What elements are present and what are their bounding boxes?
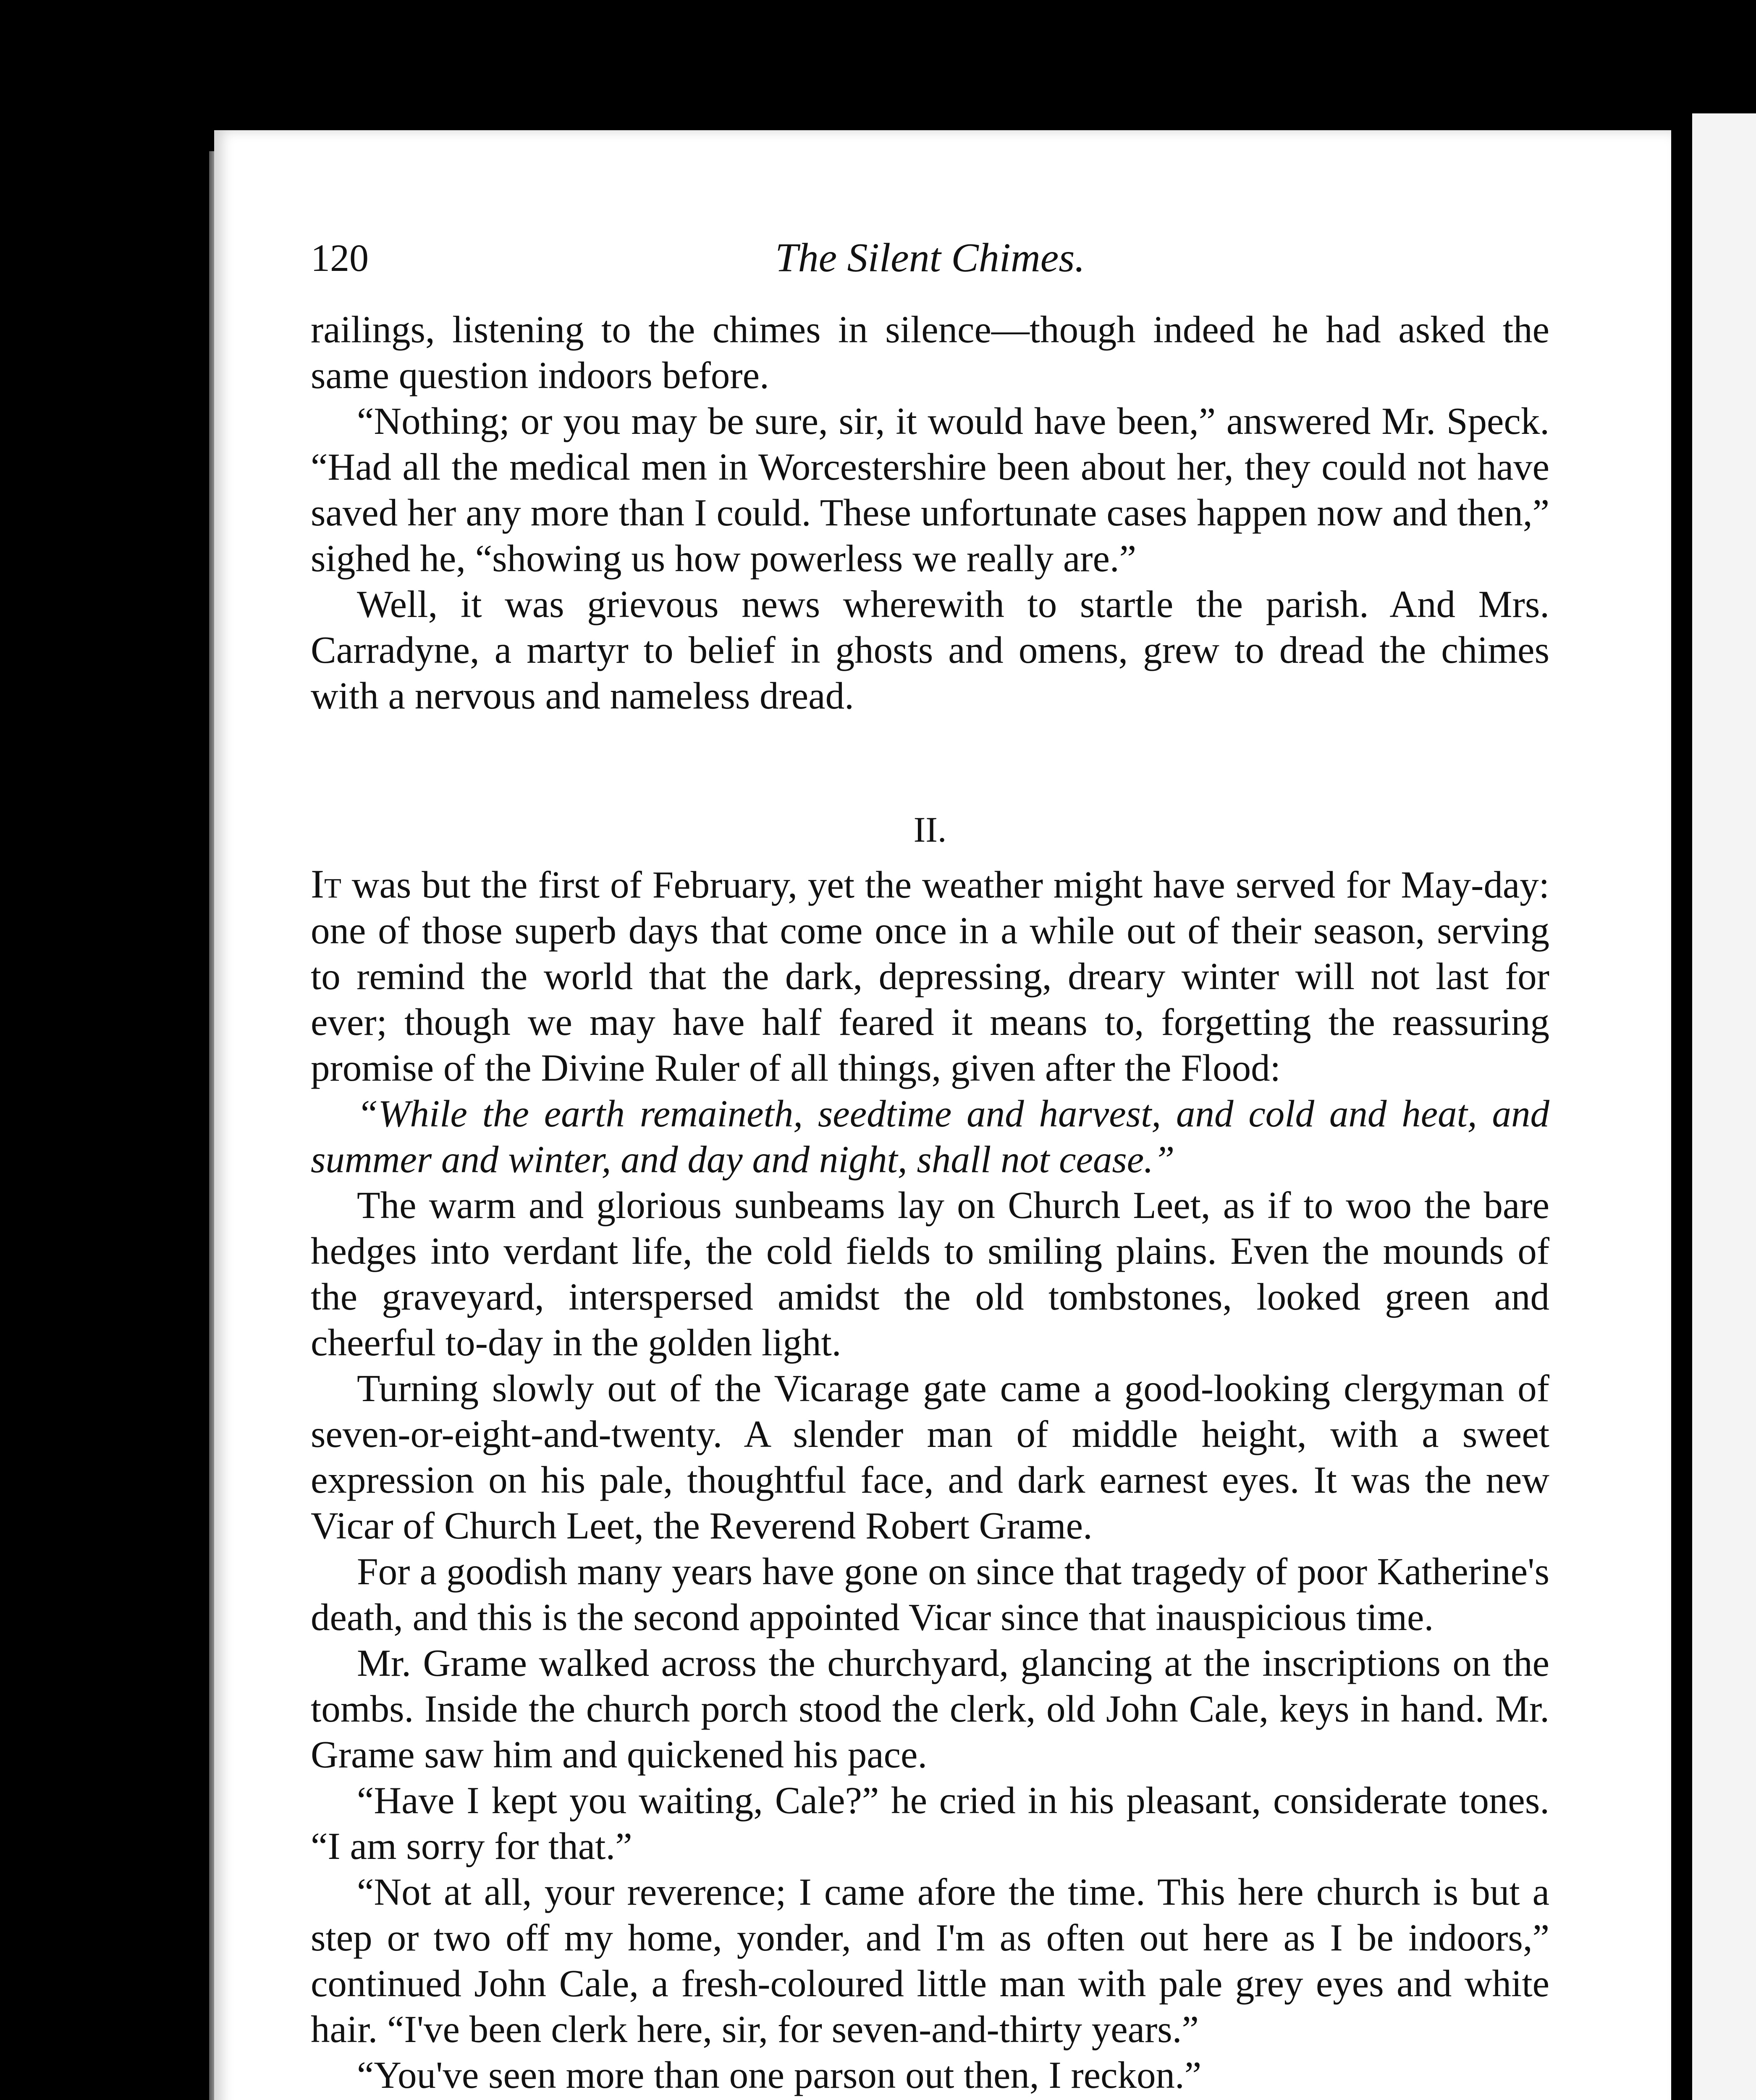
paragraph: For a goodish many years have gone on since that tragedy of poor Katherine's death, and this is the second appointed Vicar since that inauspicious time. [311, 1550, 1549, 1638]
paragraph [311, 2098, 1549, 2100]
paragraph: The warm and glorious sunbeams lay on Church Leet, as if to woo the bare hedges into verdant life, the cold fields to smiling plains. Even the mounds of the graveyard, interspersed amidst the old tombstones, looked green and cheerful to-day in the golden light. [311, 1184, 1549, 1364]
paragraph: “Nothing; or you may be sure, sir, it would have been,” answered Mr. Speck. “Had all the medical men in Worcestershire been about her, they could not have saved her any more than I could. These unfortunate cases happen now and then,” sighed he, “showing us how powerless we really are.” [311, 400, 1549, 580]
paragraph: railings, listening to the chimes in silence—though indeed he had asked the same question indoors before. [311, 308, 1549, 396]
opening-text: was but the first of February, yet the weather might have served for May-day: one of those superb days that come once in a while out of their season, serving to remind the world that the dark, depressing, dreary winter will not last for ever; though we may have half feared it means to, forgetting the reassuring promise of the Divine Ruler of all things, given after the Flood: [311, 864, 1549, 1089]
paragraph: Well, it was grievous news wherewith to startle the parish. And Mrs. Carradyne, a martyr to belief in ghosts and omens, grew to dread the chimes with a nervous and nameless dread. [311, 583, 1549, 717]
facing-page-edge [1692, 113, 1756, 2100]
running-head [311, 227, 1549, 290]
page-text [311, 227, 1549, 2100]
paragraph: “You've seen more than one parson out then, I reckon.” [357, 2054, 1202, 2096]
scripture-quote: “While the earth remaineth, seedtime and harvest, and cold and heat, and summer and winter, and day and night, shall not cease.” [311, 1092, 1549, 1181]
section-gap [311, 719, 1549, 807]
book-title: The Silent Chimes. [775, 235, 1085, 281]
paragraph: Turning slowly out of the Vicarage gate came a good-looking clergyman of seven-or-eight-and-twenty. A slender man of middle height, with a sweet expression on his pale, thoughtful face, and dark earnest eyes. It was the new Vicar of Church Leet, the Reverend Robert Grame. [311, 1367, 1549, 1547]
paragraph: Mr. Grame walked across the churchyard, glancing at the inscriptions on the tombs. Inside the church porch stood the clerk, old John Cale, keys in hand. Mr. Grame saw him and quickened his pace. [311, 1642, 1549, 1776]
paragraph: “Not at all, your reverence; I came afore the time. This here church is but a step or two off my home, yonder, and I'm as often out here as I be indoors,” continued John Cale, a fresh-coloured little man with pale grey eyes and white hair. “I've been clerk here, sir, for seven-and-thirty years.” [311, 1871, 1549, 2050]
opening-paragraph [311, 861, 1549, 1091]
page-number: 120 [311, 236, 369, 279]
drop-cap: It [311, 861, 341, 906]
section-number: II. [913, 809, 947, 850]
paragraph: “Have I kept you waiting, Cale?” he cried in his pleasant, considerate tones. “I am sorry for that.” [311, 1779, 1549, 1867]
